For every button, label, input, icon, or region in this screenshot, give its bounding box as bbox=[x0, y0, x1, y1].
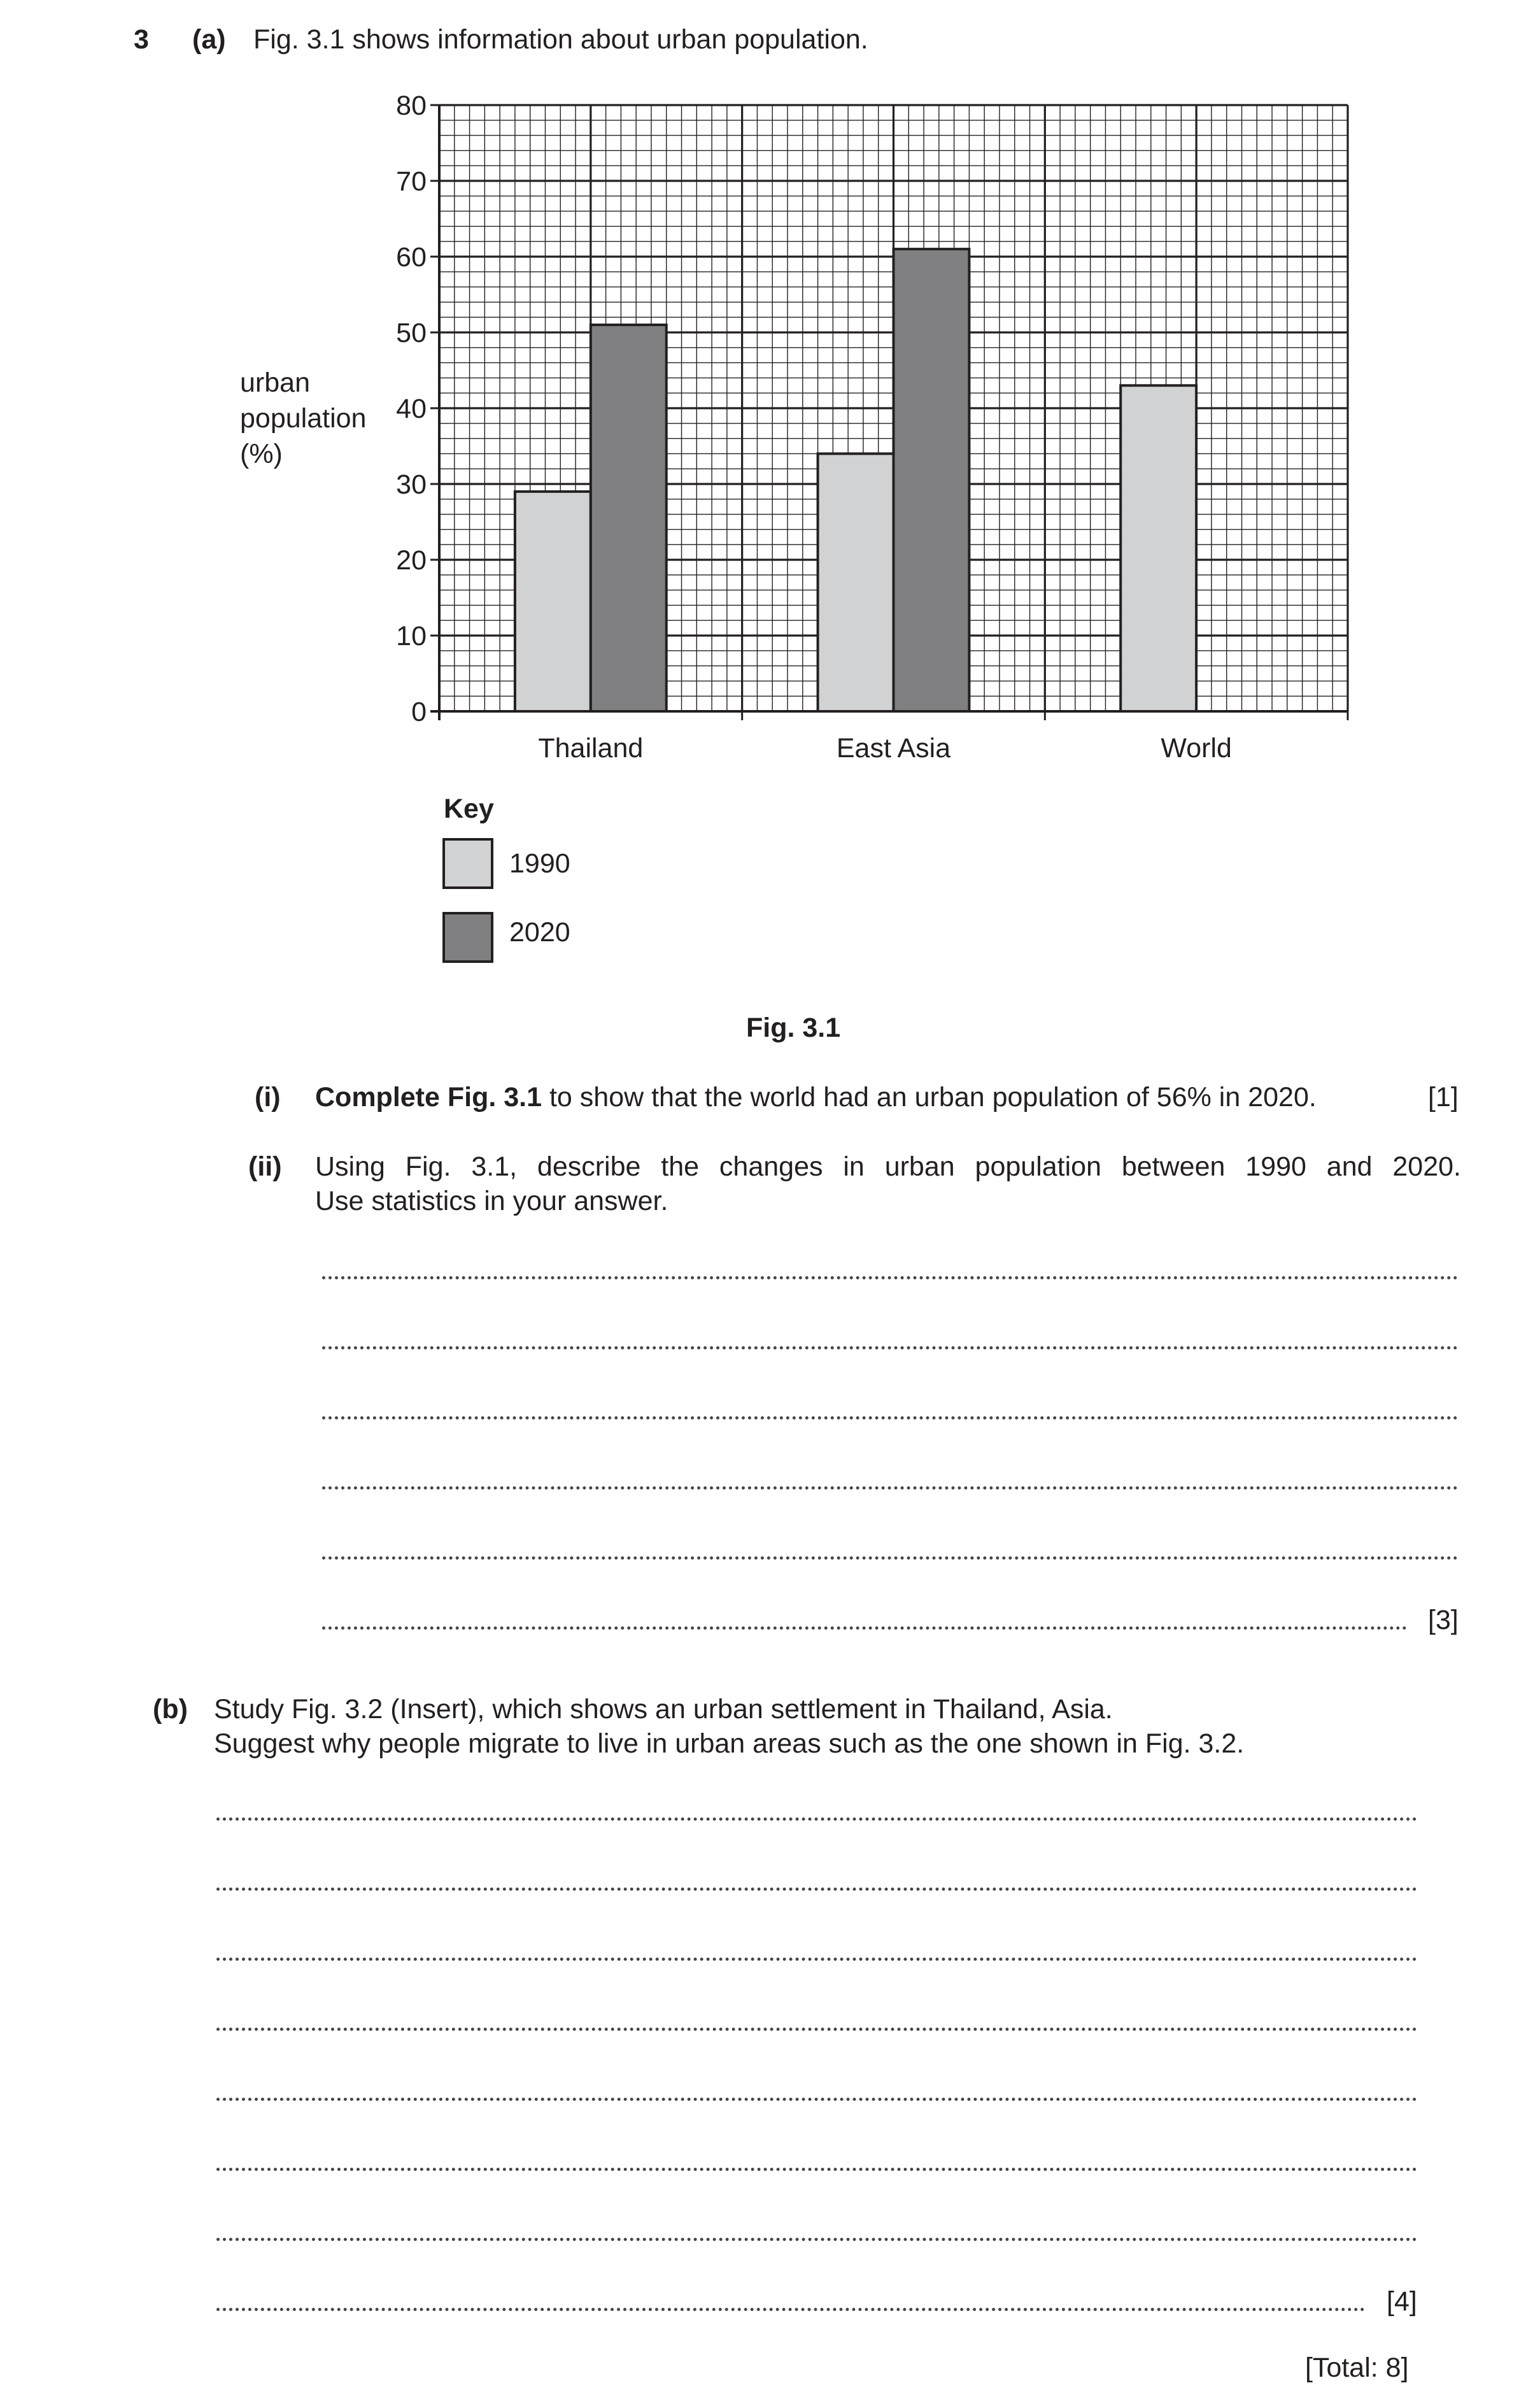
sub-i-label: (i) bbox=[255, 1082, 281, 1113]
answer-line[interactable] bbox=[216, 2168, 1417, 2171]
sub-ii-line-1: Using Fig. 3.1, describe the changes in urban population between 1990 and 2020. bbox=[315, 1151, 1461, 1182]
legend-title: Key bbox=[444, 793, 494, 824]
bar-east-asia-2020 bbox=[894, 249, 970, 711]
y-tick-label: 20 bbox=[396, 545, 427, 576]
total-marks: [Total: 8] bbox=[1305, 2352, 1409, 2383]
sub-i-text: to show that the world had an urban population of 56% in 2020. bbox=[549, 1082, 1317, 1113]
part-b-marks: [4] bbox=[1387, 2286, 1417, 2317]
x-tick-label: World bbox=[1161, 733, 1232, 764]
sub-i-instruction bbox=[315, 1081, 1317, 1114]
y-axis-label-line-1: urban bbox=[240, 367, 310, 398]
answer-line[interactable] bbox=[322, 1346, 1458, 1349]
chart-bars bbox=[515, 249, 1196, 711]
x-tick-label: East Asia bbox=[836, 733, 951, 764]
y-axis-label-line-3: (%) bbox=[240, 439, 283, 469]
y-tick-label: 40 bbox=[396, 394, 427, 424]
x-tick-label: Thailand bbox=[538, 733, 644, 764]
bar-world-1990 bbox=[1120, 385, 1196, 711]
y-tick-label: 0 bbox=[411, 697, 427, 727]
bar-thailand-2020 bbox=[591, 325, 667, 711]
answer-line[interactable] bbox=[322, 1556, 1458, 1560]
urban-population-bar-chart bbox=[0, 0, 1540, 993]
sub-i-bold-text: Complete Fig. 3.1 bbox=[315, 1082, 542, 1113]
y-axis-label-line-2: population bbox=[240, 403, 367, 434]
legend-label-2020: 2020 bbox=[509, 917, 570, 948]
part-b-line-2: Suggest why people migrate to live in urban areas such as the one shown in Fig. 3.2. bbox=[214, 1728, 1245, 1759]
part-a-text: Fig. 3.1 shows information about urban population. bbox=[253, 24, 868, 55]
answer-line[interactable] bbox=[322, 1416, 1458, 1419]
answer-line[interactable] bbox=[322, 1626, 1407, 1630]
legend-label-1990: 1990 bbox=[509, 848, 570, 879]
bar-thailand-1990 bbox=[515, 492, 591, 711]
y-tick-label: 80 bbox=[396, 90, 427, 121]
answer-line[interactable] bbox=[322, 1276, 1458, 1279]
bar-east-asia-1990 bbox=[818, 453, 894, 711]
part-b-line-1: Study Fig. 3.2 (Insert), which shows an urban settlement in Thailand, Asia. bbox=[214, 1694, 1113, 1725]
y-tick-label: 30 bbox=[396, 469, 427, 500]
sub-ii-line-2: Use statistics in your answer. bbox=[315, 1186, 668, 1216]
figure-caption: Fig. 3.1 bbox=[746, 1013, 841, 1043]
question-number: 3 bbox=[134, 24, 149, 55]
part-b-label: (b) bbox=[153, 1694, 188, 1725]
answer-line[interactable] bbox=[216, 2028, 1417, 2031]
answer-line[interactable] bbox=[216, 2098, 1417, 2101]
y-tick-label: 70 bbox=[396, 166, 427, 197]
part-a-label: (a) bbox=[192, 24, 226, 55]
sub-ii-marks: [3] bbox=[1428, 1605, 1459, 1635]
answer-line[interactable] bbox=[216, 2238, 1417, 2241]
legend-swatch-2020 bbox=[442, 912, 493, 963]
sub-i-marks: [1] bbox=[1428, 1082, 1459, 1113]
y-tick-label: 50 bbox=[396, 318, 427, 348]
answer-line[interactable] bbox=[216, 1888, 1417, 1891]
answer-line[interactable] bbox=[322, 1486, 1458, 1490]
y-tick-label: 10 bbox=[396, 621, 427, 651]
sub-ii-label: (ii) bbox=[248, 1151, 282, 1182]
answer-line[interactable] bbox=[216, 2308, 1365, 2311]
answer-line[interactable] bbox=[216, 1817, 1417, 1821]
y-tick-label: 60 bbox=[396, 242, 427, 273]
answer-line[interactable] bbox=[216, 1958, 1417, 1961]
legend-swatch-1990 bbox=[442, 838, 493, 889]
